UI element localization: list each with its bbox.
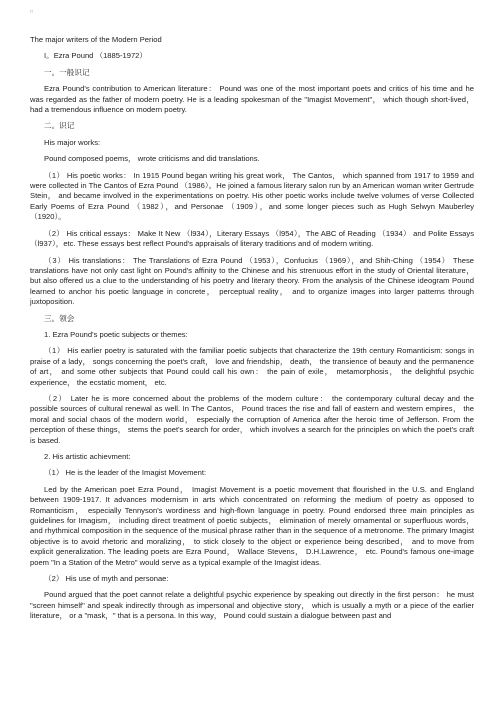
heading-general: 一。一般识记 xyxy=(44,67,90,77)
subheading-imagist-leader: （1） He is the leader of the Imagist Movement: xyxy=(44,468,207,478)
heading-comprehension: 三。领会 xyxy=(44,313,75,323)
paragraph-later-poetry: （2） Later he is more concerned about the problems of the modern culture： the contemporary cultural decay and the possible sources of cultural renewal as well. In The Cantos， Pound traces the rise and fall of eastern and western empires， the moral and social chaos of the modern world， especially the corruption of America after the heroic time of Jefferson. From the perception of these things， stems the poet's search for order， which involves a search for the principles on which the poet's craft is based. xyxy=(30,393,474,445)
paragraph-critical-essays: （2） His critical essays： Make It New （l934），Literary Essays （l954），The ABC of Reading （1934） and Polite Essays （l937），etc. These essays best reflect Pound's appraisals of literary traditions and of modern writing. xyxy=(30,228,474,249)
section-heading-pound: I。Ezra Pound （1885-1972） xyxy=(44,51,147,61)
subheading-themes: 1. Ezra Pound's poetic subjects or themes: xyxy=(44,329,188,339)
paragraph-poetic-works: （1） His poetic works： In 1915 Pound began writing his great work， The Cantos， which spanned from 1917 to 1959 and were collected in The Cantos of Ezra Pound （1986）。He joined a famous literary salon run by an American woman writer Gertrude Stein， and became involved in the experimentations on poetry. His other poetic works include twelve volumes of verse Collected Early Poems of Ezra Pound （1982），and Personae （1909），and some longer pieces such as Hugh Selwyn Mauberley （1920）。 xyxy=(30,170,474,222)
page-marker: □ xyxy=(30,9,34,15)
major-works-heading: His major works: xyxy=(44,137,101,147)
paragraph-translations: （3） His translations： The Translations of Ezra Pound （1953），Confucius （1969），and Shih-Ching （1954） These translations have not only cast light on Pound's affinity to the Chinese and his strenuous effort in the study of Oriental literature， but also offered us a clue to the understanding of his poetry and literary theory. From the analysis of the Chinese ideogram Pound learned to anchor his poetic language in concrete， perceptual reality， and to organize images into larger patterns through juxtoposition. xyxy=(30,255,474,307)
major-works-summary: Pound composed poems， wrote criticisms and did translations. xyxy=(44,154,260,164)
paragraph-earlier-poetry: （1） His earlier poetry is saturated with the familiar poetic subjects that characterize the 19th century Romanticism: songs in praise of a lady， songs concerning the poet's craft， love and friendship， death， the transience of beauty and the permanence of art， and some other subjects that Pound could call his own： the pain of exile， metamorphosis， the delightful psychic experience， the ecstatic moment， etc. xyxy=(30,346,474,387)
paragraph-myth: Pound argued that the poet cannot relate a delightful psychic experience by speaking out directly in the first person： he must "screen himself" and speak indirectly through as impersonal and objective story， which is usually a myth or a piece of the earlier literature， or a "mask，" that is a persona. In this way， Pound could sustain a dialogue between past and xyxy=(30,590,474,621)
subheading-achievement: 2. His artistic achievment: xyxy=(44,452,131,461)
document-title: The major writers of the Modern Period xyxy=(30,35,162,44)
subheading-myth-personae: （2） His use of myth and personae: xyxy=(44,574,169,584)
heading-recall: 二。识记 xyxy=(44,121,75,131)
paragraph-imagist-movement: Led by the American poet Ezra Pound， Imagist Movement is a poetic movement that flourished in the U.S. and England between 1909-1917. It advances modernism in arts which concentrated on reforming the medium of poetry as opposed to Romanticism， especially Tennyson's wordiness and high-flown language in poetry. Pound endorsed three main principles as guidelines for Imagism， including direct treatment of poetic subjects， elimination of merely ornamental or superfluous words， and rhythmical composition in the sequence of the musical phrase rather than in the sequence of a metronome. The primary Imagist objective is to avoid rhetoric and moralizing， to stick closely to the object or experience being described， and to move from explicit generalization. The leading poets are Ezra Pound， Wallace Stevens， D.H.Lawrence， etc. Pound's famous one-image poem "In a Station of the Metro" would serve as a typical example of the Imagist ideas. xyxy=(30,484,474,567)
paragraph-contribution: Ezra Pound's contribution to American literature： Pound was one of the most important poets and critics of his time and he was regarded as the father of modern poetry. He is a leading spokesman of the "Imagist Movement"， which though short-lived， had a tremendous influence on modern poetry. xyxy=(30,84,474,115)
